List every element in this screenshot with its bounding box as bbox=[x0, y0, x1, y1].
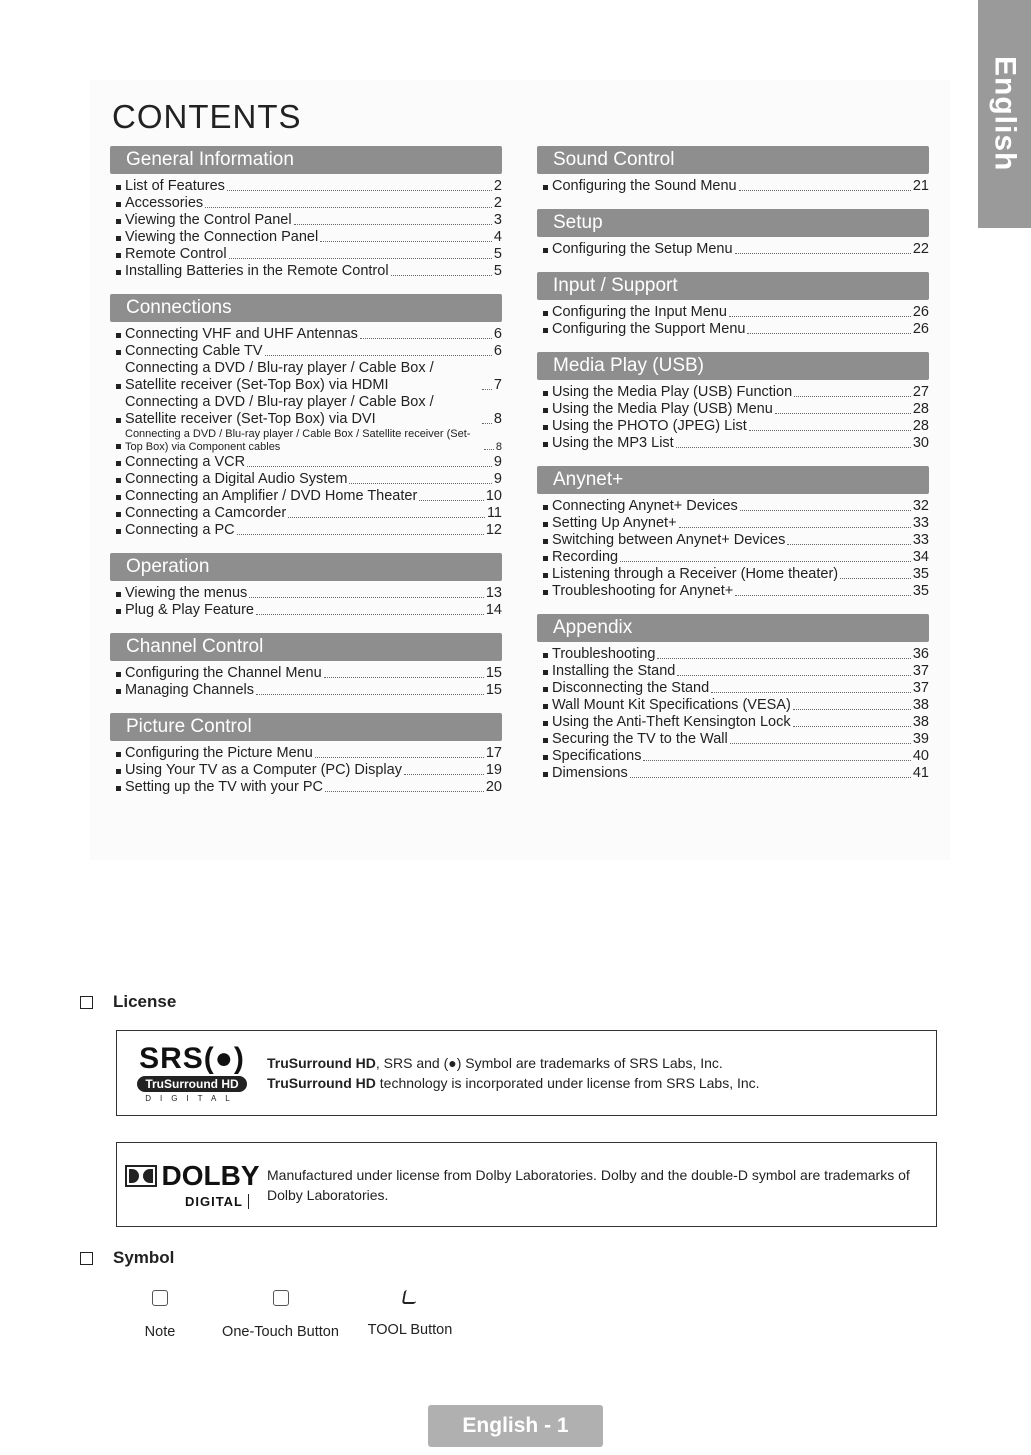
dot-leader bbox=[349, 483, 491, 484]
toc-entry-page: 8 bbox=[493, 411, 502, 427]
double-d-icon bbox=[125, 1165, 157, 1187]
toc-entry[interactable] bbox=[543, 515, 929, 532]
bullet-icon bbox=[543, 704, 548, 709]
section-picture-control bbox=[110, 713, 502, 796]
license-heading-label: License bbox=[113, 992, 177, 1011]
symbol-one-touch bbox=[218, 1290, 343, 1340]
toc-entry[interactable] bbox=[116, 779, 502, 796]
toc-entry-page: 26 bbox=[912, 304, 929, 320]
toc-entry-page: 35 bbox=[912, 583, 929, 599]
bullet-icon bbox=[116, 592, 121, 597]
bullet-icon bbox=[116, 253, 121, 258]
section-entries bbox=[116, 745, 502, 796]
toc-entry[interactable] bbox=[116, 360, 502, 394]
toc-entry-page: 26 bbox=[912, 321, 929, 337]
toc-entry[interactable] bbox=[543, 583, 929, 600]
bullet-icon bbox=[116, 461, 121, 466]
toc-entry-title: Plug & Play Feature bbox=[125, 602, 254, 618]
toc-entry-page: 5 bbox=[493, 246, 502, 262]
toc-entry[interactable] bbox=[116, 212, 502, 229]
toc-entry-page: 17 bbox=[485, 745, 502, 761]
toc-entry-title: Accessories bbox=[125, 195, 204, 211]
toc-entry-title: Wall Mount Kit Specifications (VESA) bbox=[552, 697, 791, 713]
bullet-icon bbox=[116, 786, 121, 791]
section-header: Picture Control bbox=[110, 713, 502, 741]
toc-entry-title: Configuring the Sound Menu bbox=[552, 178, 737, 194]
language-tab[interactable] bbox=[978, 0, 1031, 228]
toc-entry-page: 32 bbox=[912, 498, 929, 514]
toc-entry[interactable] bbox=[116, 762, 502, 779]
dot-leader bbox=[749, 430, 911, 431]
section-entries bbox=[543, 646, 929, 782]
symbol-note bbox=[140, 1290, 180, 1340]
section-header: General Information bbox=[110, 146, 502, 174]
bullet-icon bbox=[543, 590, 548, 595]
toc-entry-page: 30 bbox=[912, 435, 929, 451]
dolby-license-text: Manufactured under license from Dolby Laboratories. Dolby and the double-D symbol are trademarks of Dolby Laboratories. bbox=[267, 1166, 910, 1203]
toc-entry-title: Using the Media Play (USB) Menu bbox=[552, 401, 773, 417]
toc-entry-page: 8 bbox=[495, 441, 502, 453]
toc-entry-title: Managing Channels bbox=[125, 682, 254, 698]
toc-entry-page: 38 bbox=[912, 714, 929, 730]
section-setup bbox=[537, 209, 929, 258]
toc-entry-title: Listening through a Receiver (Home theater) bbox=[552, 566, 839, 582]
toc-entry-title: Using the Anti-Theft Kensington Lock bbox=[552, 714, 791, 730]
toc-entry-title: Connecting a Camcorder bbox=[125, 505, 287, 521]
srs-license-box bbox=[116, 1030, 937, 1116]
symbol-tool-label: TOOL Button bbox=[367, 1322, 453, 1338]
toc-entry-page: 4 bbox=[493, 229, 502, 245]
bullet-icon bbox=[116, 333, 121, 338]
symbol-note-label: Note bbox=[144, 1324, 176, 1340]
dot-leader bbox=[775, 413, 911, 414]
dot-leader bbox=[679, 527, 911, 528]
toc-entry-page: 38 bbox=[912, 697, 929, 713]
toc-entry-title: Configuring the Picture Menu bbox=[125, 745, 313, 761]
toc-entry[interactable] bbox=[116, 602, 502, 619]
toc-entry-title: Disconnecting the Stand bbox=[552, 680, 710, 696]
bullet-icon bbox=[543, 755, 548, 760]
section-header: Operation bbox=[110, 553, 502, 581]
toc-entry-page: 33 bbox=[912, 532, 929, 548]
bullet-icon bbox=[543, 772, 548, 777]
toc-entry[interactable] bbox=[543, 178, 929, 195]
bullet-icon bbox=[116, 444, 121, 449]
toc-entry-page: 28 bbox=[912, 401, 929, 417]
dot-leader bbox=[740, 510, 911, 511]
dot-leader bbox=[229, 258, 492, 259]
dot-leader bbox=[265, 355, 492, 356]
section-connections bbox=[110, 294, 502, 539]
dot-leader bbox=[315, 757, 484, 758]
toc-entry[interactable] bbox=[116, 665, 502, 682]
dot-leader bbox=[677, 675, 911, 676]
dot-leader bbox=[249, 597, 484, 598]
toc-entry-title: Connecting a DVD / Blu-ray player / Cable Box / Satellite receiver (Set-Top Box) via Component cables bbox=[125, 428, 471, 453]
srs-line1-rest: , SRS and (●) Symbol are trademarks of SRS Labs, Inc. bbox=[375, 1055, 723, 1071]
toc-entry-title: Configuring the Input Menu bbox=[552, 304, 727, 320]
srs-license-text bbox=[267, 1053, 760, 1093]
toc-entry-title: Connecting a DVD / Blu-ray player / Cable Box / Satellite receiver (Set-Top Box) via HDMI bbox=[125, 360, 434, 393]
toc-entry-title: Switching between Anynet+ Devices bbox=[552, 532, 786, 548]
dot-leader bbox=[735, 595, 911, 596]
section-anynet bbox=[537, 466, 929, 600]
dot-leader bbox=[729, 316, 911, 317]
toc-entry-page: 34 bbox=[912, 549, 929, 565]
toc-entry-title: Using the Media Play (USB) Function bbox=[552, 384, 793, 400]
bullet-icon bbox=[116, 769, 121, 774]
toc-entry-page: 20 bbox=[485, 779, 502, 795]
toc-entry-title: Connecting Cable TV bbox=[125, 343, 263, 359]
toc-entry[interactable] bbox=[543, 731, 929, 748]
dot-leader bbox=[787, 544, 911, 545]
dot-leader bbox=[237, 534, 484, 535]
toc-entry-title: Connecting a VCR bbox=[125, 454, 246, 470]
section-operation bbox=[110, 553, 502, 619]
toc-entry-page: 28 bbox=[912, 418, 929, 434]
bullet-icon bbox=[116, 185, 121, 190]
toc-entry[interactable] bbox=[116, 682, 502, 699]
toc-entry-page: 37 bbox=[912, 680, 929, 696]
toc-entry[interactable] bbox=[543, 532, 929, 549]
toc-entry-page: 36 bbox=[912, 646, 929, 662]
toc-entry-page: 27 bbox=[912, 384, 929, 400]
section-general-information bbox=[110, 146, 502, 280]
toc-entry-page: 2 bbox=[493, 195, 502, 211]
section-entries bbox=[116, 585, 502, 619]
symbol-tool bbox=[365, 1290, 455, 1338]
section-header: Input / Support bbox=[537, 272, 929, 300]
dot-leader bbox=[840, 578, 911, 579]
language-tab-label: English bbox=[988, 56, 1022, 172]
bullet-icon bbox=[543, 248, 548, 253]
page-title: CONTENTS bbox=[112, 98, 302, 135]
toc-entry[interactable] bbox=[543, 435, 929, 452]
section-channel-control bbox=[110, 633, 502, 699]
dot-leader bbox=[360, 338, 492, 339]
toc-entry-page: 41 bbox=[912, 765, 929, 781]
dot-leader bbox=[391, 275, 492, 276]
dolby-license-box bbox=[116, 1142, 937, 1227]
dot-leader bbox=[482, 389, 492, 390]
dot-leader bbox=[739, 190, 911, 191]
toc-entry[interactable] bbox=[116, 178, 502, 195]
bullet-icon bbox=[116, 529, 121, 534]
section-entries bbox=[543, 304, 929, 338]
toc-entry[interactable] bbox=[116, 454, 502, 471]
srs-line2-bold: TruSurround HD bbox=[267, 1075, 376, 1091]
dot-leader bbox=[676, 447, 911, 448]
section-header: Anynet+ bbox=[537, 466, 929, 494]
srs-symbol-icon: (●) bbox=[203, 1041, 245, 1075]
toc-entry-title: Connecting a PC bbox=[125, 522, 235, 538]
bullet-icon bbox=[116, 219, 121, 224]
bullet-icon bbox=[116, 236, 121, 241]
bullet-icon bbox=[543, 311, 548, 316]
dot-leader bbox=[484, 449, 494, 450]
note-icon bbox=[152, 1290, 168, 1306]
section-entries bbox=[543, 241, 929, 258]
toc-entry-title: Configuring the Support Menu bbox=[552, 321, 746, 337]
contents-right-column bbox=[537, 146, 929, 796]
toc-entry-title: Viewing the Control Panel bbox=[125, 212, 292, 228]
tool-button-icon bbox=[402, 1290, 418, 1304]
dot-leader bbox=[482, 423, 492, 424]
bullet-icon bbox=[116, 752, 121, 757]
toc-entry-title: Troubleshooting for Anynet+ bbox=[552, 583, 734, 599]
dot-leader bbox=[288, 517, 485, 518]
section-entries bbox=[543, 384, 929, 452]
toc-entry[interactable] bbox=[543, 680, 929, 697]
section-header: Media Play (USB) bbox=[537, 352, 929, 380]
toc-entry[interactable] bbox=[543, 549, 929, 566]
toc-entry-title: Setting Up Anynet+ bbox=[552, 515, 677, 531]
toc-entry[interactable] bbox=[543, 566, 929, 583]
srs-logo bbox=[117, 1041, 267, 1103]
bullet-icon bbox=[543, 328, 548, 333]
dot-leader bbox=[711, 692, 911, 693]
toc-entry-title: Connecting Anynet+ Devices bbox=[552, 498, 738, 514]
license-heading bbox=[80, 992, 176, 1012]
dot-leader bbox=[793, 709, 911, 710]
dot-leader bbox=[294, 224, 492, 225]
toc-entry-title: Viewing the Connection Panel bbox=[125, 229, 319, 245]
toc-entry-title: Connecting a Digital Audio System bbox=[125, 471, 348, 487]
toc-entry[interactable] bbox=[543, 401, 929, 418]
dot-leader bbox=[324, 677, 484, 678]
section-header: Sound Control bbox=[537, 146, 929, 174]
section-header: Setup bbox=[537, 209, 929, 237]
srs-logo-sub: DIGITAL bbox=[145, 1093, 239, 1103]
bullet-icon bbox=[543, 408, 548, 413]
dot-leader bbox=[643, 760, 910, 761]
section-entries bbox=[116, 665, 502, 699]
symbol-one-touch-label: One-Touch Button bbox=[222, 1324, 339, 1340]
toc-entry-title: Dimensions bbox=[552, 765, 628, 781]
checkbox-icon bbox=[80, 996, 93, 1009]
section-appendix bbox=[537, 614, 929, 782]
toc-entry-title: Using the PHOTO (JPEG) List bbox=[552, 418, 747, 434]
dot-leader bbox=[620, 561, 911, 562]
toc-entry[interactable] bbox=[543, 418, 929, 435]
bullet-icon bbox=[543, 185, 548, 190]
dot-leader bbox=[320, 241, 492, 242]
toc-entry[interactable] bbox=[116, 229, 502, 246]
srs-line1-bold: TruSurround HD bbox=[267, 1055, 376, 1071]
toc-entry-title: Connecting an Amplifier / DVD Home Theater bbox=[125, 488, 418, 504]
toc-entry-page: 39 bbox=[912, 731, 929, 747]
one-touch-button-icon bbox=[273, 1290, 289, 1306]
toc-entry[interactable] bbox=[116, 522, 502, 539]
srs-line2-rest: technology is incorporated under license from SRS Labs, Inc. bbox=[375, 1075, 760, 1091]
toc-entry[interactable] bbox=[116, 263, 502, 280]
toc-entry-title: Remote Control bbox=[125, 246, 227, 262]
bullet-icon bbox=[543, 670, 548, 675]
toc-entry[interactable] bbox=[543, 663, 929, 680]
toc-entry[interactable] bbox=[116, 343, 502, 360]
dot-leader bbox=[247, 466, 492, 467]
toc-entry-title: Installing Batteries in the Remote Control bbox=[125, 263, 389, 279]
srs-logo-pill: TruSurround HD bbox=[137, 1076, 246, 1092]
toc-entry-page: 6 bbox=[493, 326, 502, 342]
toc-entry[interactable] bbox=[543, 748, 929, 765]
dot-leader bbox=[735, 253, 911, 254]
bullet-icon bbox=[543, 721, 548, 726]
toc-entry[interactable] bbox=[116, 505, 502, 522]
toc-entry-page: 40 bbox=[912, 748, 929, 764]
toc-entry-page: 35 bbox=[912, 566, 929, 582]
toc-entry-page: 19 bbox=[485, 762, 502, 778]
toc-entry-page: 7 bbox=[493, 377, 502, 393]
bullet-icon bbox=[116, 384, 121, 389]
toc-entry[interactable] bbox=[543, 697, 929, 714]
toc-entry[interactable] bbox=[543, 646, 929, 663]
toc-entry-title: Connecting VHF and UHF Antennas bbox=[125, 326, 358, 342]
section-entries bbox=[116, 326, 502, 539]
toc-entry-page: 5 bbox=[493, 263, 502, 279]
toc-entry-page: 13 bbox=[485, 585, 502, 601]
bullet-icon bbox=[543, 738, 548, 743]
toc-entry[interactable] bbox=[543, 321, 929, 338]
toc-entry[interactable] bbox=[116, 428, 502, 454]
section-header: Connections bbox=[110, 294, 502, 322]
dot-leader bbox=[419, 500, 484, 501]
toc-entry[interactable] bbox=[116, 471, 502, 488]
toc-entry-title: Specifications bbox=[552, 748, 642, 764]
toc-entry-page: 11 bbox=[486, 505, 502, 521]
bullet-icon bbox=[116, 350, 121, 355]
toc-entry-page: 2 bbox=[493, 178, 502, 194]
srs-logo-text: SRS bbox=[139, 1041, 204, 1075]
dot-leader bbox=[730, 743, 911, 744]
dot-leader bbox=[794, 396, 911, 397]
toc-entry[interactable] bbox=[116, 326, 502, 343]
toc-entry[interactable] bbox=[543, 498, 929, 515]
toc-entry[interactable] bbox=[116, 745, 502, 762]
bullet-icon bbox=[543, 442, 548, 447]
toc-entry[interactable] bbox=[543, 765, 929, 782]
dolby-logo-text: DOLBY bbox=[161, 1160, 260, 1191]
section-input-support bbox=[537, 272, 929, 338]
toc-entry-title: Viewing the menus bbox=[125, 585, 248, 601]
page-footer: English - 1 bbox=[428, 1405, 603, 1447]
section-sound-control bbox=[537, 146, 929, 195]
dot-leader bbox=[256, 614, 484, 615]
toc-entry[interactable] bbox=[543, 304, 929, 321]
dot-leader bbox=[630, 777, 911, 778]
toc-entry-page: 3 bbox=[493, 212, 502, 228]
symbol-heading bbox=[80, 1248, 174, 1268]
dot-leader bbox=[747, 333, 910, 334]
toc-entry-title: Setting up the TV with your PC bbox=[125, 779, 324, 795]
dolby-logo bbox=[117, 1160, 267, 1209]
bullet-icon bbox=[116, 495, 121, 500]
toc-entry-title: Connecting a DVD / Blu-ray player / Cable Box / Satellite receiver (Set-Top Box) via DVI bbox=[125, 394, 434, 427]
toc-entry-page: 37 bbox=[912, 663, 929, 679]
bullet-icon bbox=[543, 653, 548, 658]
contents-left-column bbox=[110, 146, 502, 810]
dot-leader bbox=[325, 791, 484, 792]
bullet-icon bbox=[116, 478, 121, 483]
toc-entry-title: Configuring the Channel Menu bbox=[125, 665, 322, 681]
toc-entry[interactable] bbox=[543, 714, 929, 731]
toc-entry-page: 22 bbox=[912, 241, 929, 257]
checkbox-icon bbox=[80, 1252, 93, 1265]
toc-entry-page: 6 bbox=[493, 343, 502, 359]
toc-entry-page: 33 bbox=[912, 515, 929, 531]
dot-leader bbox=[404, 774, 484, 775]
symbol-heading-label: Symbol bbox=[113, 1248, 175, 1267]
bullet-icon bbox=[116, 689, 121, 694]
toc-entry-page: 15 bbox=[485, 682, 502, 698]
section-entries bbox=[543, 178, 929, 195]
section-header: Channel Control bbox=[110, 633, 502, 661]
bullet-icon bbox=[116, 512, 121, 517]
bullet-icon bbox=[543, 539, 548, 544]
toc-entry[interactable] bbox=[116, 394, 502, 428]
bullet-icon bbox=[543, 425, 548, 430]
dolby-logo-sub: DIGITAL bbox=[185, 1194, 249, 1209]
toc-entry[interactable] bbox=[116, 195, 502, 212]
dot-leader bbox=[227, 190, 492, 191]
toc-entry[interactable] bbox=[543, 384, 929, 401]
toc-entry-page: 9 bbox=[493, 454, 502, 470]
bullet-icon bbox=[543, 505, 548, 510]
dot-leader bbox=[205, 207, 492, 208]
dot-leader bbox=[793, 726, 911, 727]
toc-entry-title: Recording bbox=[552, 549, 619, 565]
toc-entry[interactable] bbox=[116, 585, 502, 602]
toc-entry-page: 15 bbox=[485, 665, 502, 681]
toc-entry[interactable] bbox=[116, 488, 502, 505]
toc-entry-title: Installing the Stand bbox=[552, 663, 676, 679]
section-header: Appendix bbox=[537, 614, 929, 642]
bullet-icon bbox=[116, 418, 121, 423]
toc-entry-title: Securing the TV to the Wall bbox=[552, 731, 728, 747]
toc-entry-title: List of Features bbox=[125, 178, 225, 194]
toc-entry[interactable] bbox=[116, 246, 502, 263]
toc-entry-page: 9 bbox=[493, 471, 502, 487]
section-entries bbox=[116, 178, 502, 280]
bullet-icon bbox=[543, 687, 548, 692]
toc-entry-title: Using Your TV as a Computer (PC) Display bbox=[125, 762, 402, 778]
bullet-icon bbox=[543, 391, 548, 396]
toc-entry-page: 10 bbox=[485, 488, 502, 504]
bullet-icon bbox=[116, 270, 121, 275]
dot-leader bbox=[256, 694, 484, 695]
section-entries bbox=[543, 498, 929, 600]
bullet-icon bbox=[116, 609, 121, 614]
toc-entry-page: 14 bbox=[485, 602, 502, 618]
toc-entry-title: Troubleshooting bbox=[552, 646, 656, 662]
section-media-play-usb bbox=[537, 352, 929, 452]
toc-entry-page: 12 bbox=[485, 522, 502, 538]
toc-entry-title: Using the MP3 List bbox=[552, 435, 674, 451]
toc-entry-page: 21 bbox=[912, 178, 929, 194]
dot-leader bbox=[657, 658, 910, 659]
bullet-icon bbox=[116, 202, 121, 207]
toc-entry-title: Configuring the Setup Menu bbox=[552, 241, 733, 257]
bullet-icon bbox=[543, 522, 548, 527]
bullet-icon bbox=[543, 556, 548, 561]
bullet-icon bbox=[116, 672, 121, 677]
toc-entry[interactable] bbox=[543, 241, 929, 258]
bullet-icon bbox=[543, 573, 548, 578]
